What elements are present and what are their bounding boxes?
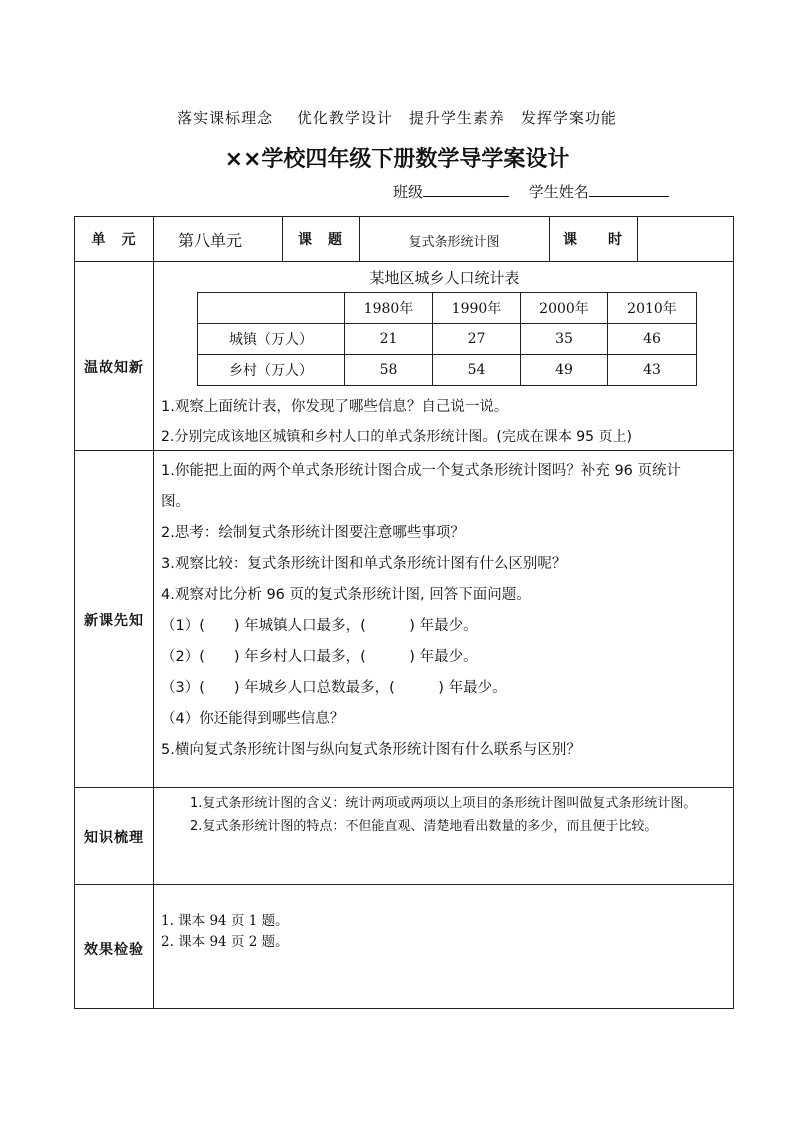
year-header: 2010年 (608, 293, 697, 324)
class-blank[interactable] (423, 182, 509, 197)
unit-value: 第八单元 (178, 231, 243, 250)
table-cell: 21 (345, 324, 433, 355)
table-cell: 35 (521, 324, 608, 355)
population-table (197, 292, 697, 386)
table-header-row (198, 293, 697, 324)
preview-line: 1.你能把上面的两个单式条形统计图合成一个复式条形统计图吗？补充 96 页统计 (161, 463, 682, 479)
preview-line: 图。 (161, 494, 190, 510)
preview-line: 2.思考：绘制复式条形统计图要注意哪些事项？ (161, 525, 465, 541)
row-divider (75, 450, 733, 451)
student-info-line (393, 181, 669, 202)
label-column-divider (153, 217, 154, 1009)
row-divider (75, 787, 733, 788)
preview-line: （2）( ) 年乡村人口最多，( ) 年最少。 (161, 649, 478, 665)
knowledge-line: 1.复式条形统计图的含义：统计两项或两项以上项目的条形统计图叫做复式条形统计图。 (190, 796, 697, 811)
table-corner-cell (198, 293, 345, 324)
review-question: 2.分别完成该地区城镇和乡村人口的单式条形统计图。(完成在课本 95 页上) (161, 429, 632, 445)
table-row (198, 324, 697, 355)
preview-line: 5.横向复式条形统计图与纵向复式条形统计图有什么联系与区别？ (161, 742, 581, 758)
table-cell: 54 (433, 355, 521, 386)
knowledge-label: 知识梳理 (84, 830, 144, 846)
row-header: 乡村（万人） (198, 355, 345, 386)
stats-table-title: 某地区城乡人口统计表 (369, 269, 520, 287)
row-divider (75, 261, 733, 262)
table-cell: 58 (345, 355, 433, 386)
check-label: 效果检验 (84, 942, 144, 958)
preview-line: （1）( ) 年城镇人口最多，( ) 年最少。 (161, 618, 478, 634)
topic-label: 课 题 (298, 232, 343, 248)
lesson-sheet (74, 216, 734, 1009)
check-line: 2. 课本 94 页 2 题。 (161, 934, 289, 950)
table-cell: 49 (521, 355, 608, 386)
preview-label: 新课先知 (84, 613, 144, 629)
student-name-blank[interactable] (589, 182, 669, 197)
unit-label: 单 元 (91, 232, 137, 248)
check-line: 1. 课本 94 页 1 题。 (161, 913, 289, 929)
table-cell: 46 (608, 324, 697, 355)
column-divider (637, 217, 638, 261)
review-question: 1.观察上面统计表，你发现了哪些信息？自己说一说。 (161, 399, 509, 415)
student-name-label: 学生姓名 (528, 183, 589, 201)
row-divider (75, 884, 733, 885)
table-row (198, 355, 697, 386)
period-label: 课 时 (563, 232, 623, 248)
row-header: 城镇（万人） (198, 324, 345, 355)
class-label: 班级 (393, 183, 424, 201)
preview-line: （4）你还能得到哪些信息？ (161, 711, 345, 727)
topic-value: 复式条形统计图 (408, 235, 500, 250)
preview-line: （3）( ) 年城乡人口总数最多，( ) 年最少。 (161, 680, 507, 696)
preview-line: 4.观察对比分析 96 页的复式条形统计图, 回答下面问题。 (161, 587, 531, 603)
knowledge-line: 2.复式条形统计图的特点：不但能直观、清楚地看出数量的多少，而且便于比较。 (190, 819, 658, 834)
year-header: 2000年 (521, 293, 608, 324)
page-title: ××学校四年级下册数学导学案设计 (224, 147, 570, 172)
table-cell: 27 (433, 324, 521, 355)
preview-line: 3.观察比较：复式条形统计图和单式条形统计图有什么区别呢？ (161, 556, 567, 572)
table-cell: 43 (608, 355, 697, 386)
review-label: 温故知新 (84, 360, 144, 376)
year-header: 1990年 (433, 293, 521, 324)
year-header: 1980年 (345, 293, 433, 324)
motto: 落实课标理念 优化教学设计 提升学生素养 发挥学案功能 (177, 109, 617, 127)
